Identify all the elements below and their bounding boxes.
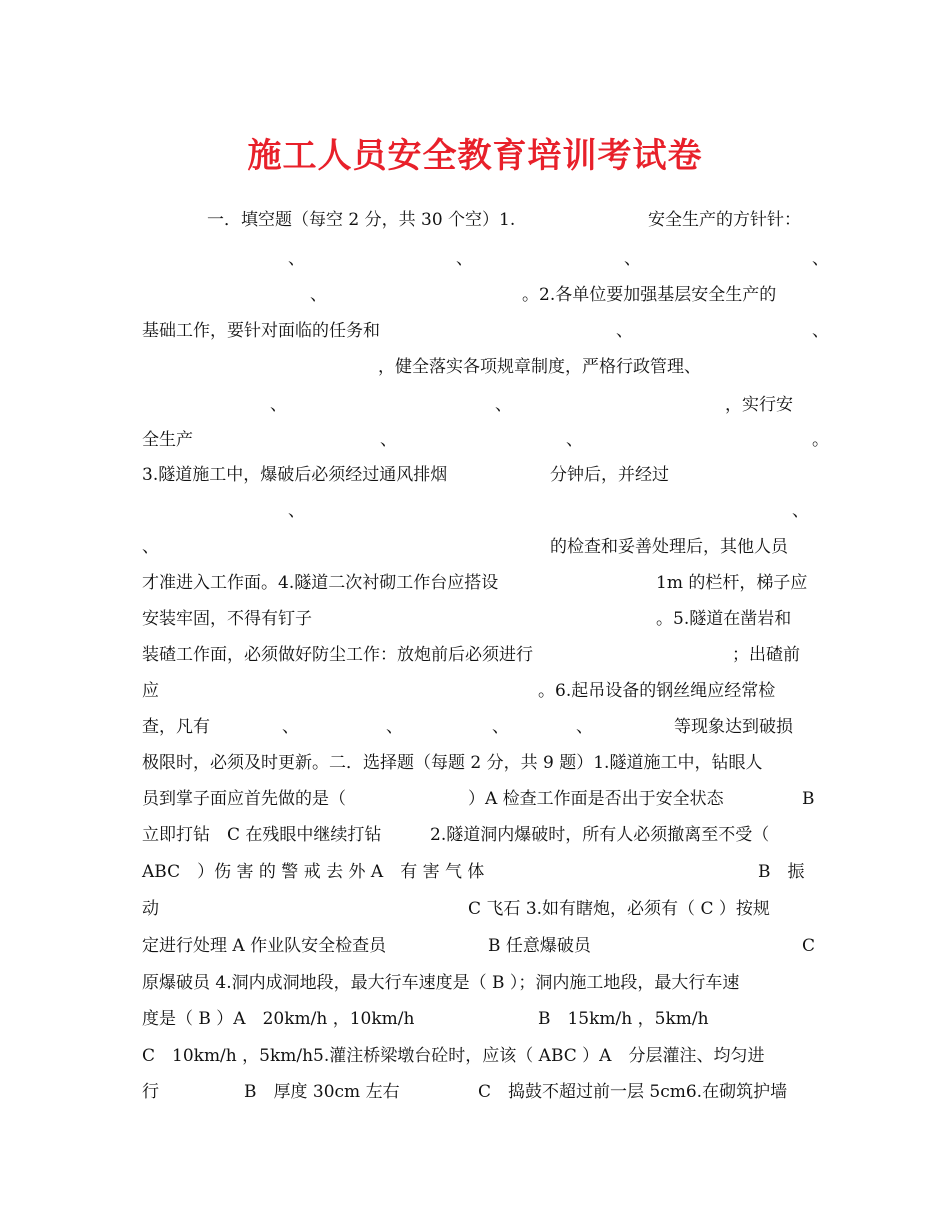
- text-segment: 、: [812, 321, 829, 341]
- text-segment: 、: [288, 501, 305, 521]
- text-segment: 立即打钻 C 在残眼中继续打钻: [142, 825, 382, 845]
- text-line: [142, 604, 812, 634]
- text-segment: 、: [624, 249, 641, 269]
- text-segment: 。2.各单位要加强基层安全生产的: [522, 285, 777, 305]
- text-segment: ，健全落实各项规章制度，严格行政管理、: [378, 357, 701, 377]
- text-segment: 。: [812, 430, 829, 450]
- text-segment: ；出碴前: [732, 645, 800, 665]
- text-segment: 、: [288, 249, 305, 269]
- text-segment: 、: [812, 249, 829, 269]
- text-segment: 、: [456, 249, 473, 269]
- text-segment: 一．填空题（每空 2 分，共 30 个空）1.: [207, 210, 516, 230]
- text-line: [142, 640, 812, 670]
- text-segment: 、: [270, 395, 287, 415]
- text-line: [142, 748, 812, 778]
- text-segment: B 厚度 30cm 左右: [244, 1082, 400, 1102]
- text-segment: 、: [792, 501, 809, 521]
- text-line: [142, 280, 812, 310]
- text-segment: 、: [310, 285, 327, 305]
- text-segment: 装碴工作面，必须做好防尘工作：放炮前后必须进行: [142, 645, 533, 665]
- text-segment: 度是（ B ）A 20km/h ，10km/h: [142, 1009, 415, 1029]
- text-segment: 、: [495, 395, 512, 415]
- text-segment: 、: [142, 537, 159, 557]
- text-segment: ）A 检查工作面是否出于安全状态: [468, 789, 724, 809]
- text-segment: 、: [492, 717, 509, 737]
- text-segment: 、: [380, 430, 397, 450]
- text-line: [142, 1004, 812, 1034]
- text-segment: 安全生产的方针针：: [648, 210, 801, 230]
- text-segment: 行: [142, 1082, 159, 1102]
- text-segment: 1m 的栏杆，梯子应: [656, 573, 808, 593]
- document-title: 施工人员安全教育培训考试卷: [247, 136, 703, 176]
- text-segment: 、: [576, 717, 593, 737]
- text-segment: 。5.隧道在凿岩和: [656, 609, 792, 629]
- text-line: [142, 931, 816, 961]
- text-line: [142, 676, 812, 706]
- text-segment: B 15km/h ，5km/h: [538, 1009, 709, 1029]
- text-segment: 全生产: [142, 430, 193, 450]
- text-line: [142, 244, 829, 274]
- text-line: [142, 205, 812, 235]
- text-segment: 、: [386, 717, 403, 737]
- text-segment: 才准进入工作面。4.隧道二次衬砌工作台应搭设: [142, 573, 499, 593]
- text-line: [142, 316, 829, 346]
- text-line: [142, 460, 812, 490]
- text-segment: 定进行处理 A 作业队安全检查员: [142, 936, 387, 956]
- text-line: [142, 1077, 812, 1107]
- text-segment: 安装牢固，不得有钉子: [142, 609, 312, 629]
- text-segment: C 飞石 3.如有瞎炮，必须有（ C ）按规: [468, 899, 770, 919]
- text-segment: 、: [566, 430, 583, 450]
- text-line: [142, 568, 812, 598]
- text-line: [142, 425, 829, 455]
- text-segment: 、: [616, 321, 633, 341]
- text-segment: 。6.起吊设备的钢丝绳应经常检: [538, 681, 776, 701]
- text-line: [142, 352, 812, 382]
- text-segment: C 10km/h ，5km/h5.灌注桥梁墩台砼时，应该（ ABC ）A 分层灌注、均匀进: [142, 1046, 765, 1066]
- text-line: [142, 857, 812, 887]
- text-line: [142, 496, 812, 526]
- text-segment: 原爆破员 4.洞内成洞地段，最大行车速度是（ B ）；洞内施工地段，最大行车速: [142, 973, 740, 993]
- text-segment: 分钟后，并经过: [550, 465, 669, 485]
- text-segment: 等现象达到破损: [674, 717, 793, 737]
- text-segment: 的检查和妥善处理后，其他人员: [550, 537, 788, 557]
- text-segment: B: [802, 789, 815, 809]
- text-segment: 3.隧道施工中，爆破后必须经过通风排烟: [142, 465, 448, 485]
- text-line: [142, 820, 812, 850]
- text-segment: 员到掌子面应首先做的是（: [142, 789, 346, 809]
- text-line: [142, 390, 812, 420]
- text-segment: 查，凡有: [142, 717, 210, 737]
- text-line: [142, 894, 812, 924]
- text-segment: 动: [142, 899, 159, 919]
- text-segment: ABC ）伤 害 的 警 戒 去 外 A 有 害 气 体: [142, 862, 485, 882]
- text-segment: 应: [142, 681, 159, 701]
- text-segment: ，实行安: [725, 395, 793, 415]
- text-segment: 、: [282, 717, 299, 737]
- text-segment: C: [802, 936, 816, 956]
- text-segment: B 任意爆破员: [488, 936, 591, 956]
- text-segment: B 振: [758, 862, 805, 882]
- text-line: [142, 712, 812, 742]
- text-line: [142, 1041, 812, 1071]
- text-line: [142, 532, 812, 562]
- text-segment: 基础工作，要针对面临的任务和: [142, 321, 380, 341]
- text-line: [142, 968, 812, 998]
- text-segment: 2.隧道洞内爆破时，所有人必须撤离至不受（: [430, 825, 770, 845]
- text-line: [142, 784, 815, 814]
- text-segment: C 捣鼓不超过前一层 5cm6.在砌筑护墙: [478, 1082, 788, 1102]
- text-segment: 极限时，必须及时更新。二．选择题（每题 2 分，共 9 题）1.隧道施工中，钻眼人: [142, 753, 763, 773]
